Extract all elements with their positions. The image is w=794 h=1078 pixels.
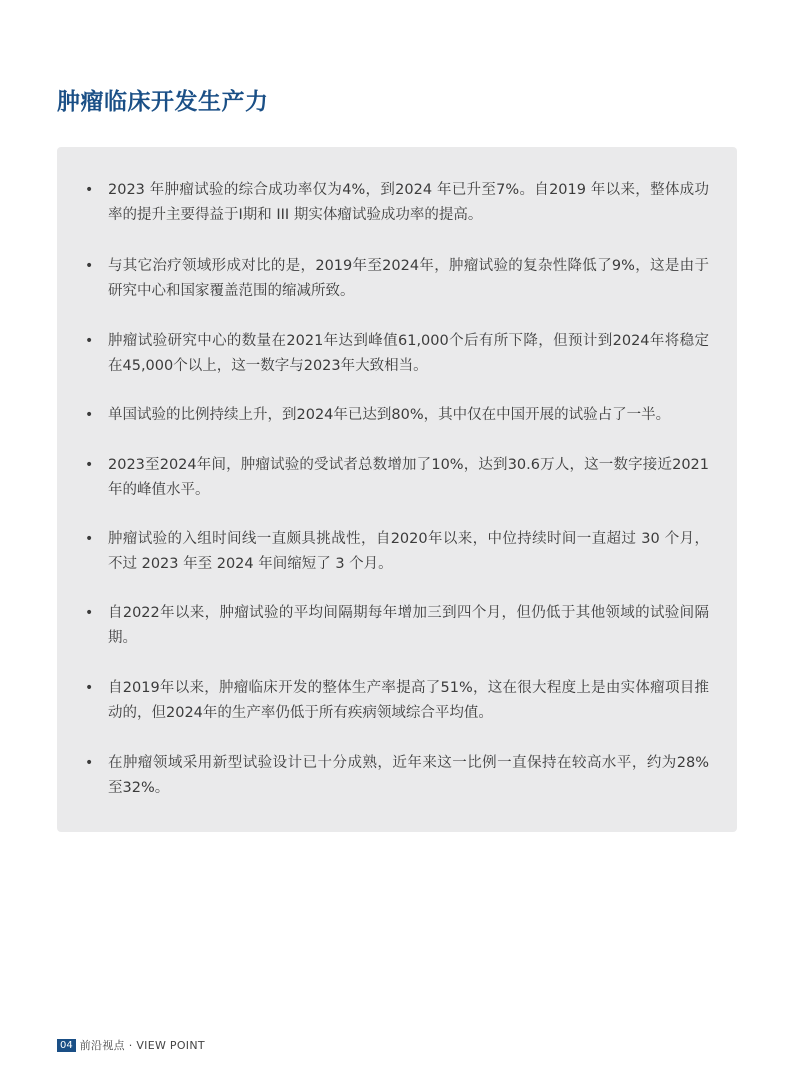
summary-box	[57, 147, 737, 832]
bullet-text: 2023至2024年间，肿瘤试验的受试者总数增加了10%，达到30.6万人，这一数字接近2021年的峰值水平。	[108, 457, 709, 498]
list-item	[85, 601, 709, 651]
list-item	[85, 453, 709, 503]
bullet-text: 自2019年以来，肿瘤临床开发的整体生产率提高了51%，这在很大程度上是由实体瘤项目推动的，但2024年的生产率仍低于所有疾病领域综合平均值。	[108, 680, 709, 721]
bullet-dot-icon: •	[85, 605, 94, 621]
page-footer	[57, 1037, 205, 1053]
bullet-dot-icon: •	[85, 457, 94, 473]
bullet-text: 肿瘤试验的入组时间线一直颇具挑战性，自2020年以来，中位持续时间一直超过 30 个月，不过 2023 年至 2024 年间缩短了 3 个月。	[108, 531, 709, 572]
bullet-dot-icon: •	[85, 531, 94, 547]
list-item	[85, 751, 709, 801]
list-item	[85, 254, 709, 304]
bullet-dot-icon: •	[85, 407, 94, 423]
bullet-dot-icon: •	[85, 333, 94, 349]
page-number-badge: 04	[57, 1039, 76, 1052]
bullet-text: 肿瘤试验研究中心的数量在2021年达到峰值61,000个后有所下降，但预计到2024年将稳定在45,000个以上，这一数字与2023年大致相当。	[108, 333, 709, 374]
list-item	[85, 329, 709, 379]
list-item	[85, 403, 709, 428]
bullet-text: 2023 年肿瘤试验的综合成功率仅为4%，到2024 年已升至7%。自2019 年以来，整体成功率的提升主要得益于I期和 III 期实体瘤试验成功率的提高。	[108, 182, 709, 223]
bullet-text: 单国试验的比例持续上升，到2024年已达到80%，其中仅在中国开展的试验占了一半。	[108, 407, 671, 423]
footer-label: 前沿视点 · VIEW POINT	[79, 1039, 205, 1052]
page-title: 肿瘤临床开发生产力	[57, 89, 269, 115]
bullet-text: 在肿瘤领域采用新型试验设计已十分成熟，近年来这一比例一直保持在较高水平，约为28% 至32%。	[108, 755, 709, 796]
list-item	[85, 676, 709, 726]
bullet-text: 自2022年以来，肿瘤试验的平均间隔期每年增加三到四个月，但仍低于其他领域的试验间隔期。	[108, 605, 709, 646]
bullet-text: 与其它治疗领域形成对比的是，2019年至2024年，肿瘤试验的复杂性降低了9%，这是由于研究中心和国家覆盖范围的缩减所致。	[108, 258, 709, 299]
bullet-dot-icon: •	[85, 258, 94, 274]
bullet-dot-icon: •	[85, 680, 94, 696]
bullet-dot-icon: •	[85, 182, 94, 198]
list-item	[85, 527, 709, 577]
bullet-dot-icon: •	[85, 755, 94, 771]
list-item	[85, 178, 709, 228]
